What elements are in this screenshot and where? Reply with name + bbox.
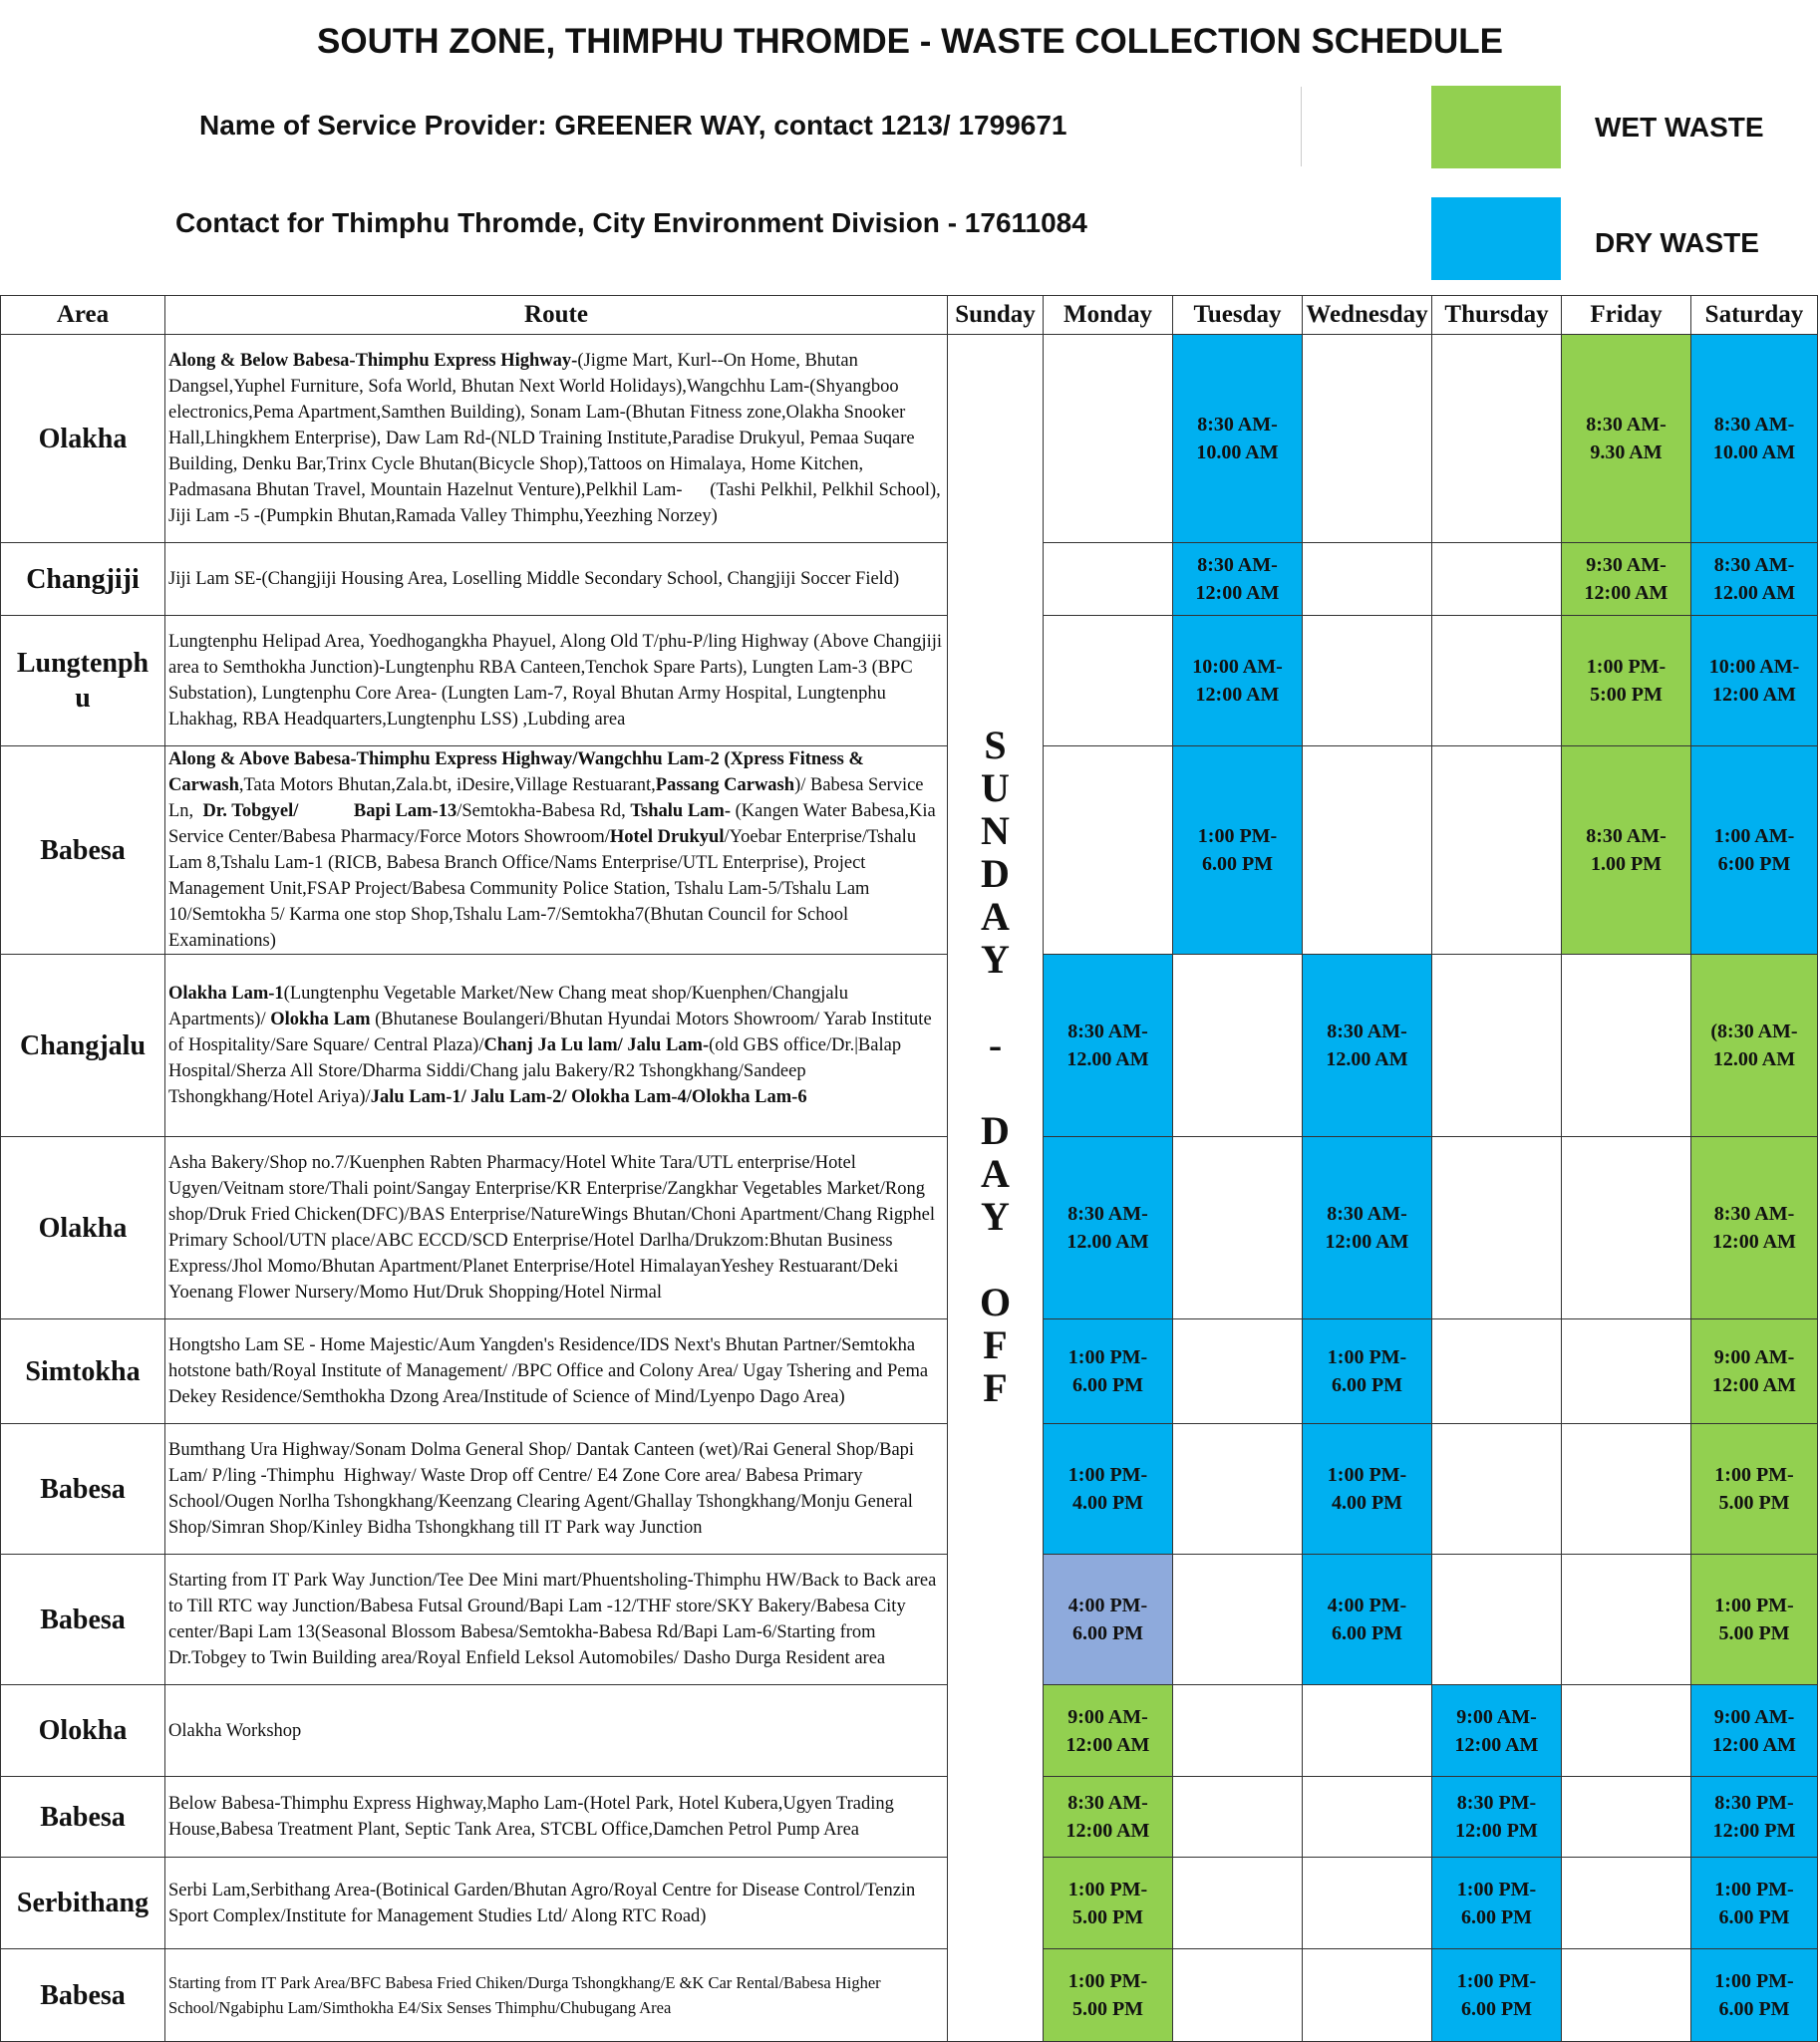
area-cell bbox=[1, 955, 165, 1137]
sunday-off-letter: F bbox=[983, 1322, 1008, 1367]
slot-thu bbox=[1432, 746, 1562, 955]
slot-tue bbox=[1173, 1949, 1303, 2042]
slot-fri bbox=[1562, 1555, 1691, 1685]
slot-fri bbox=[1562, 1137, 1691, 1319]
route-cell bbox=[165, 1319, 948, 1424]
slot-fri bbox=[1562, 1858, 1691, 1949]
sunday-off-letter: Y bbox=[981, 1194, 1010, 1239]
service-provider-line: Name of Service Provider: GREENER WAY, contact 1213/ 1799671 bbox=[199, 110, 1067, 141]
slot-tue bbox=[1173, 1777, 1303, 1858]
collection-time: 9:00 AM- bbox=[1456, 1705, 1537, 1728]
route-text: (old GBS office/Dr.|Balap Hospital/Sherza All Store/Dharma Siddi/Chang jalu Bakery/R2 Tshongkhang/Sandeep Tshongkhang/Hotel Ariya)/ bbox=[168, 1035, 906, 1107]
route-text: Along & Above Babesa-Thimphu Express Highway/Wangchhu Lam-2 (Xpress Fitness & Carwash bbox=[168, 749, 869, 795]
thromde-contact-line: Contact for Thimphu Thromde, City Environment Division - 17611084 bbox=[175, 207, 1087, 238]
slot-wed-dry bbox=[1303, 1424, 1432, 1555]
area-cell bbox=[1, 1137, 165, 1319]
slot-fri bbox=[1562, 1424, 1691, 1555]
col-header-friday: Friday bbox=[1562, 296, 1691, 335]
slot-mon bbox=[1044, 543, 1173, 616]
slot-wed-dry bbox=[1303, 955, 1432, 1137]
collection-time: 12:00 AM bbox=[1712, 1374, 1796, 1396]
collection-time: 8:30 AM- bbox=[1713, 1203, 1795, 1225]
slot-sat-dry bbox=[1691, 1777, 1818, 1858]
slot-thu bbox=[1432, 616, 1562, 746]
collection-time: 12.00 AM bbox=[1326, 1048, 1408, 1070]
collection-time: 12:00 AM bbox=[1584, 582, 1668, 604]
collection-time: 8:30 AM- bbox=[1713, 554, 1795, 576]
area-cell bbox=[1, 746, 165, 955]
col-header-sunday: Sunday bbox=[948, 296, 1044, 335]
route-text: (Jigme Mart, Kurl--On Home, Bhutan Dangsel,Yuphel Furniture, Sofa World, Bhutan Next World Holidays),Wangchhu Lam-(Shyangboo electronics,Pema Apartment,Samthen Building), Sonam Lam-(Bhutan Fitness zone,Olakha Snooker Hall,Lhingkhem Enterprise), Daw Lam Rd-(NLD Training Institute,Paradise Drukyul, Pemaa Suqare Building, Denku Bar,Trinx Cycle Bhutan(Bicycle Shop),Tattoos on Himalaya, Home Kitchen, Padmasana Bhutan Travel, Mountain Hazelnut Venture),Pelkhil Lam- (Tashi Pelkhil, Pelkhil School), Jiji Lam -5 -(Pumpkin Bhutan,Ramada Valley Thimphu,Yeezhing Norzey) bbox=[168, 351, 946, 526]
slot-fri bbox=[1562, 1777, 1691, 1858]
collection-time: 8:30 AM- bbox=[1067, 1021, 1148, 1042]
slot-thu bbox=[1432, 543, 1562, 616]
col-header-saturday: Saturday bbox=[1691, 296, 1818, 335]
collection-time: 12:00 PM bbox=[1455, 1820, 1538, 1842]
collection-time: 6.00 PM bbox=[1331, 1622, 1403, 1644]
route-text: /Semtokha-Babesa Rd, bbox=[456, 801, 631, 821]
col-header-area: Area bbox=[1, 296, 165, 335]
collection-time: 6:00 PM bbox=[1717, 853, 1791, 875]
collection-time: 9.30 AM bbox=[1590, 441, 1663, 463]
collection-time: 12:00 AM bbox=[1195, 582, 1280, 604]
sunday-off-letter: N bbox=[981, 808, 1010, 853]
slot-sat-dry bbox=[1691, 746, 1818, 955]
route-text: Jiji Lam SE-(Changjiji Housing Area, Loselling Middle Secondary School, Changjiji Soccer Field) bbox=[168, 569, 900, 589]
collection-time: 1:00 PM- bbox=[1586, 656, 1667, 678]
collection-time: 6.00 PM bbox=[1718, 1905, 1790, 1928]
collection-time: 6.00 PM bbox=[1460, 1998, 1533, 2020]
schedule-row bbox=[1, 1858, 1818, 1949]
dry-waste-swatch bbox=[1431, 197, 1561, 280]
route-cell bbox=[165, 1858, 948, 1949]
dry-waste-label: DRY WASTE bbox=[1595, 227, 1759, 258]
route-text: (Kangen Water Babesa,Kia Service Center/Babesa Pharmacy/Force Motors Showroom/ bbox=[168, 801, 941, 847]
sunday-off-letter bbox=[948, 1066, 1043, 1109]
wet-waste-label: WET WASTE bbox=[1595, 112, 1764, 143]
collection-time: 1:00 PM- bbox=[1714, 1464, 1794, 1486]
slot-mon bbox=[1044, 335, 1173, 543]
route-cell bbox=[165, 1685, 948, 1777]
area-name: Olakha bbox=[38, 1212, 128, 1244]
route-text: (Lungtenphu Vegetable Market/New Chang meat shop/Kuenphen/Changjalu Apartments)/ bbox=[168, 984, 852, 1029]
collection-time: 6.00 PM bbox=[1201, 853, 1274, 875]
collection-time: 4.00 PM bbox=[1331, 1492, 1403, 1514]
schedule-row bbox=[1, 1319, 1818, 1424]
collection-time: (8:30 AM- bbox=[1710, 1021, 1798, 1042]
route-text: Bumthang Ura Highway/Sonam Dolma General Shop/ Dantak Canteen (wet)/Rai General Shop/Bapi Lam/ P/ling -Thimphu Highway/ Waste Drop off Centre/ E4 Zone Core area/ Babesa Primary School/Ougen Norlha Tshongkhang/Keenzang Clearing Agent/Ghallay Tshongkhang/Monju General Shop/Simran Shop/Kinley Bidha Tshongkhang till IT Park way Junction bbox=[168, 1440, 919, 1538]
schedule-row bbox=[1, 1555, 1818, 1685]
header-row bbox=[1, 296, 1818, 335]
slot-fri bbox=[1562, 955, 1691, 1137]
area-cell bbox=[1, 543, 165, 616]
collection-time: 10:00 AM- bbox=[1708, 656, 1800, 678]
col-header-wednesday: Wednesday bbox=[1303, 296, 1432, 335]
schedule-row bbox=[1, 543, 1818, 616]
collection-time: 10.00 AM bbox=[1712, 441, 1796, 463]
col-header-monday: Monday bbox=[1044, 296, 1173, 335]
collection-time: 5.00 PM bbox=[1718, 1492, 1790, 1514]
collection-time: 8:30 AM- bbox=[1327, 1203, 1407, 1225]
collection-time: 9:00 AM- bbox=[1713, 1705, 1795, 1728]
collection-time: 12.00 AM bbox=[1066, 1048, 1149, 1070]
schedule-row bbox=[1, 955, 1818, 1137]
schedule-body bbox=[1, 335, 1818, 2042]
route-text: /Yoebar Enterprise/Tshalu Lam 8,Tshalu Lam-1 (RICB, Babesa Branch Office/Nams Enterprise/UTL Enterprise), Project Management Unit,FSAP Project/Babesa Community Police Station, Tshalu Lam-5/Tshalu Lam 10/Semtokha 5/ Karma one stop Shop,Tshalu Lam-7/Semtokha7(Bhutan Council for School Examinations) bbox=[168, 827, 921, 951]
route-text: Starting from IT Park Way Junction/Tee Dee Mini mart/Phuentsholing-Thimphu HW/Back to Back area to Till RTC way Junction/Babesa Futsal Ground/Bapi Lam -12/THF store/SKY Bakery/Babesa City center/Bapi Lam 13(Seasonal Blossom Babesa/Semtokha-Babesa Rd/Bapi Lam-6/Starting from Dr.Tobgey to Twin Building area/Royal Enfield Leksol Automobiles/ Dasho Durga Resident area bbox=[168, 1571, 941, 1668]
collection-time: 1:00 PM- bbox=[1067, 1970, 1148, 1992]
slot-sat-dry bbox=[1691, 543, 1818, 616]
route-text: )/ Babesa Service Ln, bbox=[168, 775, 929, 821]
area-name: Olokha bbox=[38, 1715, 128, 1746]
collection-time: 5.00 PM bbox=[1071, 1998, 1144, 2020]
sunday-off-letter: A bbox=[981, 894, 1010, 939]
slot-wed bbox=[1303, 335, 1432, 543]
slot-fri-wet bbox=[1562, 746, 1691, 955]
collection-time: 6.00 PM bbox=[1071, 1622, 1144, 1644]
slot-thu-dry bbox=[1432, 1949, 1562, 2042]
slot-fri bbox=[1562, 1949, 1691, 2042]
route-cell bbox=[165, 335, 948, 543]
route-cell bbox=[165, 1137, 948, 1319]
collection-time: 5:00 PM bbox=[1590, 684, 1663, 706]
sunday-off-letter: S bbox=[984, 723, 1007, 767]
slot-sat-wet bbox=[1691, 1555, 1818, 1685]
schedule-row bbox=[1, 746, 1818, 955]
slot-tue-dry bbox=[1173, 616, 1303, 746]
collection-time: 1:00 PM- bbox=[1067, 1464, 1148, 1486]
schedule-row bbox=[1, 616, 1818, 746]
slot-thu-dry bbox=[1432, 1685, 1562, 1777]
collection-time: 8:30 PM- bbox=[1714, 1792, 1794, 1814]
route-cell bbox=[165, 616, 948, 746]
slot-wed bbox=[1303, 543, 1432, 616]
slot-fri-wet bbox=[1562, 335, 1691, 543]
area-cell bbox=[1, 1555, 165, 1685]
sunday-off-letter bbox=[948, 1238, 1043, 1281]
collection-time: 12:00 AM bbox=[1325, 1231, 1409, 1253]
slot-thu bbox=[1432, 1424, 1562, 1555]
slot-fri bbox=[1562, 1319, 1691, 1424]
schedule-row bbox=[1, 1424, 1818, 1555]
collection-time: 12.00 AM bbox=[1066, 1231, 1149, 1253]
area-name: Changjalu bbox=[19, 1029, 147, 1061]
slot-wed bbox=[1303, 1949, 1432, 2042]
route-text: Lungtenphu Helipad Area, Yoedhogangkha Phayuel, Along Old T/phu-P/ling Highway (Above Changjiji area to Semthokha Junction)-Lungtenphu RBA Canteen,Tenchok Spare Parts), Lungten Lam-3 (BPC Substation), Lungtenphu Core Area- (Lungten Lam-7, Royal Bhutan Army Hospital, Lungtenphu Lhakhag, RBA Headquarters,Lungtenphu LSS) ,Lubding area bbox=[168, 632, 947, 729]
collection-time: 10:00 AM- bbox=[1192, 656, 1283, 678]
slot-mon-dry bbox=[1044, 1424, 1173, 1555]
area-name: Lungtenph bbox=[16, 648, 150, 679]
sunday-off-letter: F bbox=[983, 1365, 1008, 1410]
sunday-off-letter: O bbox=[979, 1280, 1012, 1324]
header-divider bbox=[1301, 87, 1302, 166]
area-name: Babesa bbox=[40, 1473, 126, 1505]
route-text: Starting from IT Park Area/BFC Babesa Fried Chiken/Durga Tshongkhang/E &K Car Rental/Babesa Higher School/Ngabiphu Lam/Simthokha E4/Six Senses Thimphu/Chubugang Area bbox=[168, 1973, 885, 2017]
sunday-off-letter: Y bbox=[981, 937, 1010, 982]
collection-time: 1:00 PM- bbox=[1456, 1970, 1537, 1992]
route-text: (Bhutanese Boulangeri/Bhutan Hyundai Motors Showroom/ Yarab Institute of Hospitality/Sare Square/ Central Plaza)/ bbox=[168, 1010, 937, 1055]
collection-time: 8:30 AM- bbox=[1067, 1203, 1148, 1225]
route-text: Tshalu Lam- bbox=[630, 801, 731, 821]
slot-tue bbox=[1173, 1424, 1303, 1555]
route-text: Jalu Lam-1/ Jalu Lam-2/ Olokha Lam-4/Olokha Lam-6 bbox=[370, 1087, 807, 1107]
area-cell bbox=[1, 1319, 165, 1424]
slot-mon-wet bbox=[1044, 1777, 1173, 1858]
slot-wed-dry bbox=[1303, 1555, 1432, 1685]
slot-tue-dry bbox=[1173, 746, 1303, 955]
collection-time: 6.00 PM bbox=[1460, 1905, 1533, 1928]
route-text: Along & Below Babesa-Thimphu Express Highway- bbox=[168, 351, 578, 371]
slot-mon-dry bbox=[1044, 1319, 1173, 1424]
collection-time: 8:30 AM- bbox=[1586, 825, 1667, 847]
schedule-row bbox=[1, 1777, 1818, 1858]
route-cell bbox=[165, 1555, 948, 1685]
slot-mon-wet bbox=[1044, 1949, 1173, 2042]
route-text: ,Tata Motors Bhutan,Zala.bt, iDesire,Village Restuarant, bbox=[238, 775, 656, 795]
collection-time: 1:00 PM- bbox=[1327, 1464, 1407, 1486]
slot-tue bbox=[1173, 1858, 1303, 1949]
collection-time: 6.00 PM bbox=[1071, 1374, 1144, 1396]
route-text: Asha Bakery/Shop no.7/Kuenphen Rabten Pharmacy/Hotel White Tara/UTL enterprise/Hotel Ugyen/Veitnam store/Thali point/Sangay Enterprise/KR Enterprise/Zangkhar Vegetables Market/Rong shop/Druk Fried Chicken(DFC)/BAS Enterprise/NatureWings Bhutan/Choni Apartment/Chang Rigphel Primary School/UTN place/ABC ECCD/SCD Enterprise/Hotel Darlha/Drukzom:Bhutan Business Express/Jhol Momo/Bhutan Apartment/Planet Enterprise/Hotel HimalayanYeshey Restuarant/Deki Yoenang Flower Nursery/Momo Hut/Druk Shopping/Hotel Nirmal bbox=[168, 1153, 940, 1303]
slot-mon bbox=[1044, 616, 1173, 746]
area-name: Babesa bbox=[40, 1801, 126, 1833]
collection-time: 4:00 PM- bbox=[1067, 1595, 1148, 1616]
area-name: Babesa bbox=[40, 1979, 126, 2011]
route-text: Chanj Ja Lu lam/ Jalu Lam- bbox=[483, 1035, 710, 1055]
route-cell bbox=[165, 746, 948, 955]
sunday-off-letter: U bbox=[981, 765, 1010, 810]
area-cell bbox=[1, 1424, 165, 1555]
sunday-off-letter: D bbox=[981, 851, 1010, 896]
slot-mon-dry bbox=[1044, 955, 1173, 1137]
route-text: Bapi Lam-13 bbox=[353, 801, 457, 821]
route-cell bbox=[165, 1777, 948, 1858]
collection-time: 8:30 AM- bbox=[1586, 414, 1667, 436]
col-header-tuesday: Tuesday bbox=[1173, 296, 1303, 335]
route-cell bbox=[165, 1424, 948, 1555]
area-cell bbox=[1, 1858, 165, 1949]
slot-mon bbox=[1044, 746, 1173, 955]
area-name: Babesa bbox=[40, 834, 126, 866]
slot-wed bbox=[1303, 1777, 1432, 1858]
collection-time: 12:00 AM bbox=[1454, 1733, 1539, 1756]
collection-time: 4:00 PM- bbox=[1327, 1595, 1407, 1616]
area-cell bbox=[1, 335, 165, 543]
slot-sat-wet bbox=[1691, 955, 1818, 1137]
collection-time: 1:00 PM- bbox=[1197, 825, 1278, 847]
slot-sat-wet bbox=[1691, 1424, 1818, 1555]
collection-time: 1:00 PM- bbox=[1327, 1346, 1407, 1368]
area-name: Simtokha bbox=[25, 1355, 141, 1387]
collection-time: 6.00 PM bbox=[1331, 1374, 1403, 1396]
slot-sat-dry bbox=[1691, 335, 1818, 543]
slot-tue bbox=[1173, 1137, 1303, 1319]
schedule-row bbox=[1, 1137, 1818, 1319]
collection-time: 8:30 AM- bbox=[1713, 414, 1795, 436]
slot-wed bbox=[1303, 1685, 1432, 1777]
slot-wed-dry bbox=[1303, 1137, 1432, 1319]
slot-tue bbox=[1173, 1319, 1303, 1424]
col-header-route: Route bbox=[165, 296, 948, 335]
route-cell bbox=[165, 543, 948, 616]
slot-tue bbox=[1173, 1555, 1303, 1685]
sunday-off-letter: D bbox=[981, 1108, 1010, 1153]
area-cell bbox=[1, 1949, 165, 2042]
slot-sat-dry bbox=[1691, 1685, 1818, 1777]
route-text: Olakha Lam-1 bbox=[168, 984, 284, 1004]
area-name: Serbithang bbox=[16, 1888, 150, 1918]
collection-time: 12:00 AM bbox=[1065, 1820, 1150, 1842]
schedule-row bbox=[1, 1949, 1818, 2042]
collection-time: 8:30 PM- bbox=[1456, 1792, 1537, 1814]
slot-mon-dry bbox=[1044, 1555, 1173, 1685]
collection-time: 8:30 AM- bbox=[1197, 414, 1278, 436]
collection-time: 8:30 AM- bbox=[1197, 554, 1278, 576]
area-name: Changjiji bbox=[26, 563, 140, 595]
collection-time: 12:00 AM bbox=[1065, 1733, 1150, 1756]
route-cell bbox=[165, 955, 948, 1137]
route-text: Hongtsho Lam SE - Home Majestic/Aum Yangden's Residence/IDS Next's Bhutan Partner/Semtokha hotstone bath/Royal Institute of Management/ /BPC Office and Colony Area/ Ugay Tshering and Pema Dekey Residence/Semthokha Dzong Area/Institude of Science of Mind/Lyenpo Dago Area) bbox=[168, 1335, 933, 1407]
slot-fri-wet bbox=[1562, 543, 1691, 616]
collection-time: 1:00 PM- bbox=[1714, 1595, 1794, 1616]
collection-time: 1:00 AM- bbox=[1713, 825, 1795, 847]
slot-tue bbox=[1173, 955, 1303, 1137]
slot-wed bbox=[1303, 746, 1432, 955]
collection-time: 12.00 AM bbox=[1712, 1048, 1796, 1070]
slot-thu-dry bbox=[1432, 1777, 1562, 1858]
collection-time: 5.00 PM bbox=[1718, 1622, 1790, 1644]
sunday-off-letter: A bbox=[981, 1151, 1010, 1196]
collection-time: 10.00 AM bbox=[1196, 441, 1279, 463]
route-text: Hotel Drukyul bbox=[609, 827, 725, 847]
area-name: u bbox=[75, 683, 91, 714]
schedule-row bbox=[1, 1685, 1818, 1777]
schedule-table bbox=[0, 295, 1818, 2042]
collection-time: 9:00 AM- bbox=[1067, 1705, 1148, 1728]
area-cell bbox=[1, 616, 165, 746]
slot-sat-wet bbox=[1691, 1137, 1818, 1319]
slot-tue-dry bbox=[1173, 543, 1303, 616]
slot-sat-dry bbox=[1691, 1949, 1818, 2042]
collection-time: 12:00 AM bbox=[1712, 684, 1796, 706]
area-cell bbox=[1, 1685, 165, 1777]
slot-fri bbox=[1562, 1685, 1691, 1777]
wet-waste-swatch bbox=[1431, 86, 1561, 168]
sunday-off-letter: - bbox=[988, 1022, 1003, 1067]
sunday-day-off-cell bbox=[948, 335, 1044, 2042]
slot-wed-dry bbox=[1303, 1319, 1432, 1424]
sunday-off-letter bbox=[948, 981, 1043, 1023]
route-text: Serbi Lam,Serbithang Area-(Botinical Garden/Bhutan Agro/Royal Centre for Disease Control/Tenzin Sport Complex/Institute for Management Studies Ltd/ Along RTC Road) bbox=[168, 1880, 920, 1926]
route-text: Below Babesa-Thimphu Express Highway,Mapho Lam-(Hotel Park, Hotel Kubera,Ugyen Trading House,Babesa Treatment Plant, Septic Tank Area, STCBL Office,Damchen Petrol Pump Area bbox=[168, 1794, 899, 1840]
collection-time: 1:00 PM- bbox=[1714, 1878, 1794, 1900]
schedule-header bbox=[0, 0, 1820, 295]
slot-mon-wet bbox=[1044, 1858, 1173, 1949]
collection-time: 1.00 PM bbox=[1590, 853, 1663, 875]
collection-time: 12:00 PM bbox=[1712, 1820, 1796, 1842]
collection-time: 9:30 AM- bbox=[1586, 554, 1667, 576]
collection-time: 1:00 PM- bbox=[1456, 1878, 1537, 1900]
collection-time: 8:30 AM- bbox=[1067, 1792, 1148, 1814]
slot-fri-wet bbox=[1562, 616, 1691, 746]
schedule-row bbox=[1, 335, 1818, 543]
collection-time: 1:00 PM- bbox=[1067, 1878, 1148, 1900]
collection-time: 12.00 AM bbox=[1712, 582, 1796, 604]
slot-mon-wet bbox=[1044, 1685, 1173, 1777]
slot-sat-wet bbox=[1691, 1319, 1818, 1424]
slot-tue bbox=[1173, 1685, 1303, 1777]
page-title: SOUTH ZONE, THIMPHU THROMDE - WASTE COLLECTION SCHEDULE bbox=[317, 22, 1503, 61]
slot-sat-dry bbox=[1691, 1858, 1818, 1949]
collection-time: 9:00 AM- bbox=[1713, 1346, 1795, 1368]
collection-time: 1:00 PM- bbox=[1067, 1346, 1148, 1368]
slot-sat-dry bbox=[1691, 616, 1818, 746]
route-text: Passang Carwash bbox=[655, 775, 795, 795]
collection-time: 5.00 PM bbox=[1071, 1905, 1144, 1928]
slot-thu bbox=[1432, 335, 1562, 543]
route-text: Dr. Tobgyel/ bbox=[202, 801, 299, 821]
slot-wed bbox=[1303, 1858, 1432, 1949]
collection-time: 1:00 PM- bbox=[1714, 1970, 1794, 1992]
slot-thu bbox=[1432, 1555, 1562, 1685]
route-text: Olakha Workshop bbox=[168, 1720, 302, 1741]
collection-time: 6.00 PM bbox=[1718, 1998, 1790, 2020]
collection-time: 12:00 AM bbox=[1712, 1733, 1796, 1756]
route-text: Olokha Lam bbox=[270, 1010, 371, 1029]
slot-tue-dry bbox=[1173, 335, 1303, 543]
collection-time: 4.00 PM bbox=[1071, 1492, 1144, 1514]
slot-wed bbox=[1303, 616, 1432, 746]
col-header-thursday: Thursday bbox=[1432, 296, 1562, 335]
collection-time: 8:30 AM- bbox=[1327, 1021, 1407, 1042]
slot-mon-dry bbox=[1044, 1137, 1173, 1319]
route-text bbox=[298, 801, 354, 821]
slot-thu bbox=[1432, 955, 1562, 1137]
slot-thu bbox=[1432, 1137, 1562, 1319]
collection-time: 12:00 AM bbox=[1712, 1231, 1796, 1253]
area-name: Babesa bbox=[40, 1604, 126, 1635]
route-cell bbox=[165, 1949, 948, 2042]
area-name: Olakha bbox=[38, 423, 128, 454]
collection-time: 12:00 AM bbox=[1195, 684, 1280, 706]
area-cell bbox=[1, 1777, 165, 1858]
slot-thu-dry bbox=[1432, 1858, 1562, 1949]
slot-thu bbox=[1432, 1319, 1562, 1424]
